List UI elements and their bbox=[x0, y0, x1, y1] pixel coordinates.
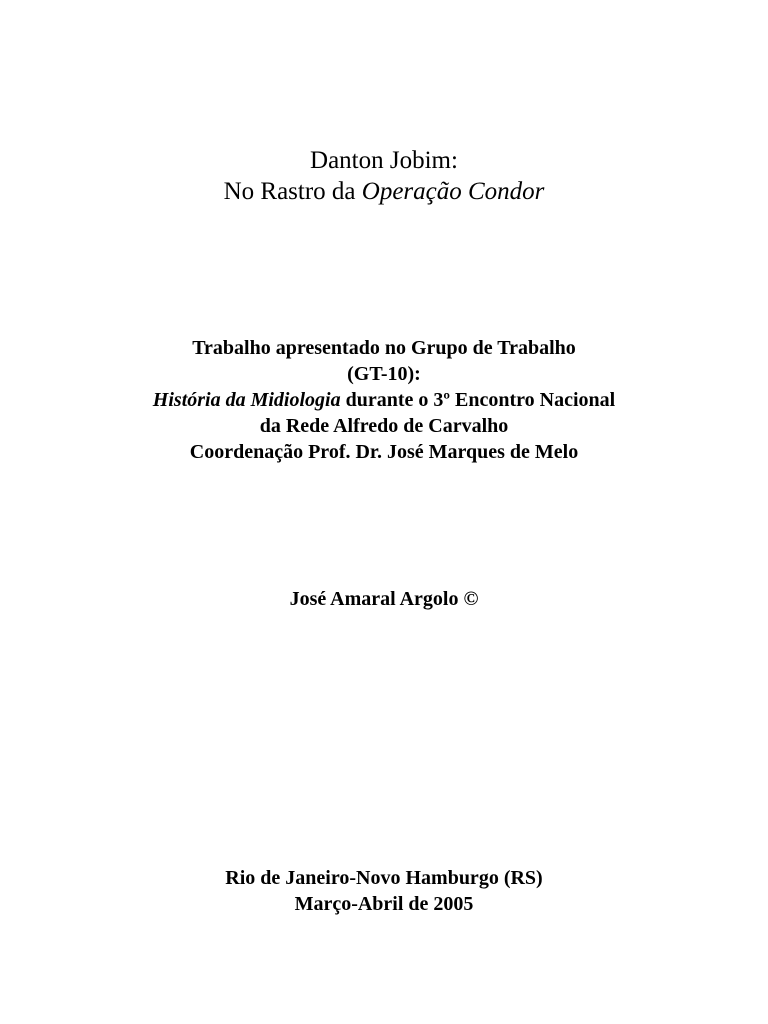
title-line-2-italic: Operação Condor bbox=[361, 178, 545, 205]
presentation-line-2: (GT-10): bbox=[347, 363, 421, 385]
title-line-1: Danton Jobim: bbox=[310, 147, 458, 174]
presentation-line-3-italic: História da Midiologia bbox=[152, 389, 341, 411]
presentation-line-4: da Rede Alfredo de Carvalho bbox=[259, 415, 509, 437]
presentation-line-5: Coordenação Prof. Dr. José Marques de Melo bbox=[189, 441, 579, 463]
presentation-line-3 bbox=[0, 387, 768, 413]
date-line: Março-Abril de 2005 bbox=[294, 893, 474, 915]
document-title bbox=[0, 145, 768, 207]
title-line-2-prefix: No Rastro da bbox=[223, 178, 362, 205]
place-line: Rio de Janeiro-Novo Hamburgo (RS) bbox=[225, 867, 543, 889]
author-name: José Amaral Argolo © bbox=[289, 588, 479, 610]
presentation-note bbox=[0, 335, 768, 465]
author-block bbox=[0, 586, 768, 612]
presentation-line-1: Trabalho apresentado no Grupo de Trabalho bbox=[192, 337, 576, 359]
presentation-line-3-rest: durante o 3º Encontro Nacional bbox=[340, 389, 616, 411]
place-date-block bbox=[0, 865, 768, 917]
title-line-2 bbox=[0, 176, 768, 207]
